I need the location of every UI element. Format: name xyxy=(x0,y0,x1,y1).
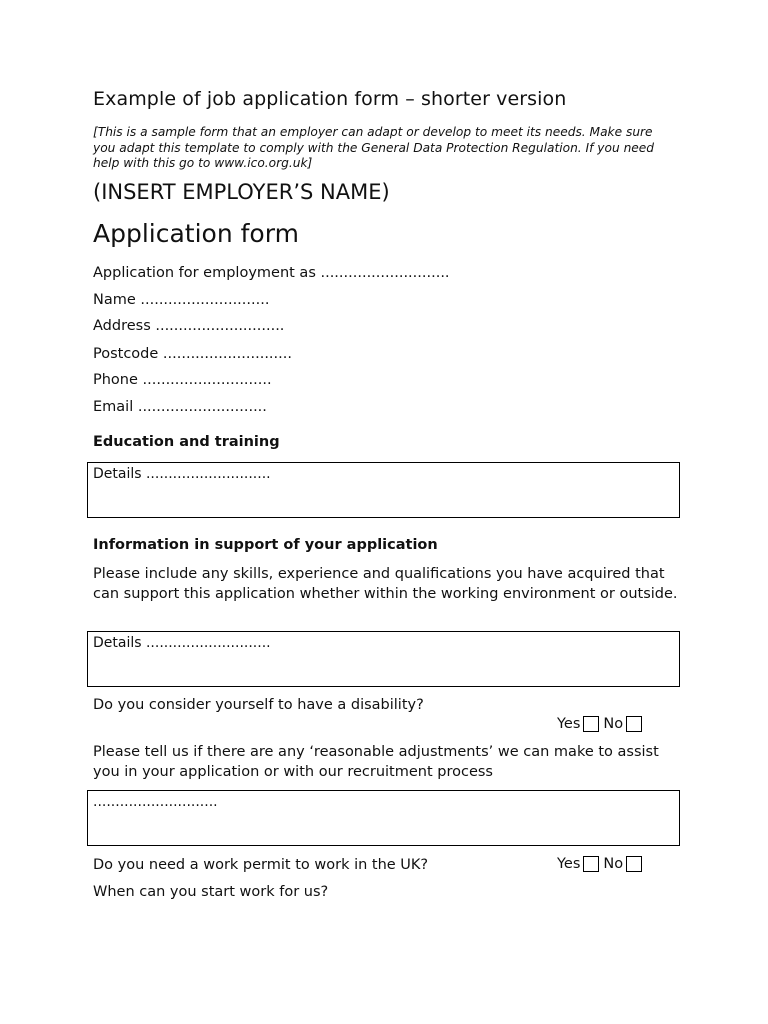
education-heading: Education and training xyxy=(93,434,280,450)
disability-no-checkbox[interactable] xyxy=(626,716,642,732)
work-permit-no-label: No xyxy=(603,856,624,872)
disability-yes-label: Yes xyxy=(557,716,581,732)
phone-field[interactable]: Phone ............................ xyxy=(93,372,272,388)
document-title: Example of job application form – shorter version xyxy=(93,88,567,110)
support-details-box[interactable] xyxy=(87,631,680,687)
adjustments-details-placeholder: ............................ xyxy=(93,794,218,810)
work-permit-yes-label: Yes xyxy=(557,856,581,872)
disability-yes-no xyxy=(557,716,642,732)
address-field[interactable]: Address ............................ xyxy=(93,318,285,334)
education-details-placeholder: Details ............................ xyxy=(93,466,271,482)
adjustments-details-box[interactable] xyxy=(87,790,680,846)
form-title: Application form xyxy=(93,219,299,248)
start-work-question: When can you start work for us? xyxy=(93,884,329,900)
support-heading: Information in support of your application xyxy=(93,537,438,553)
work-permit-no-checkbox[interactable] xyxy=(626,856,642,872)
disability-question: Do you consider yourself to have a disability? xyxy=(93,697,424,713)
support-details-placeholder: Details ............................ xyxy=(93,635,271,651)
employer-name-heading: (INSERT EMPLOYER’S NAME) xyxy=(93,180,390,204)
disability-yes-checkbox[interactable] xyxy=(583,716,599,732)
disability-no-label: No xyxy=(603,716,624,732)
email-field[interactable]: Email ............................ xyxy=(93,399,267,415)
work-permit-yes-checkbox[interactable] xyxy=(583,856,599,872)
education-details-box[interactable] xyxy=(87,462,680,518)
work-permit-yes-no xyxy=(557,856,642,872)
employment-as-field[interactable]: Application for employment as ............................ xyxy=(93,265,450,281)
support-paragraph: Please include any skills, experience and qualifications you have acquired that can support this application whether within the working environment or outside. xyxy=(93,566,678,602)
postcode-field[interactable]: Postcode ............................ xyxy=(93,346,292,362)
name-field[interactable]: Name ............................ xyxy=(93,292,270,308)
work-permit-question: Do you need a work permit to work in the UK? xyxy=(93,857,429,873)
adjustments-paragraph: Please tell us if there are any ‘reasonable adjustments’ we can make to assist you in your application or with our recruitment process xyxy=(93,744,659,780)
intro-note: [This is a sample form that an employer can adapt or develop to meet its needs. Make sure you adapt this template to comply with the General Data Protection Regulation. If you need help with this go to www.ico.org.uk] xyxy=(93,125,655,170)
